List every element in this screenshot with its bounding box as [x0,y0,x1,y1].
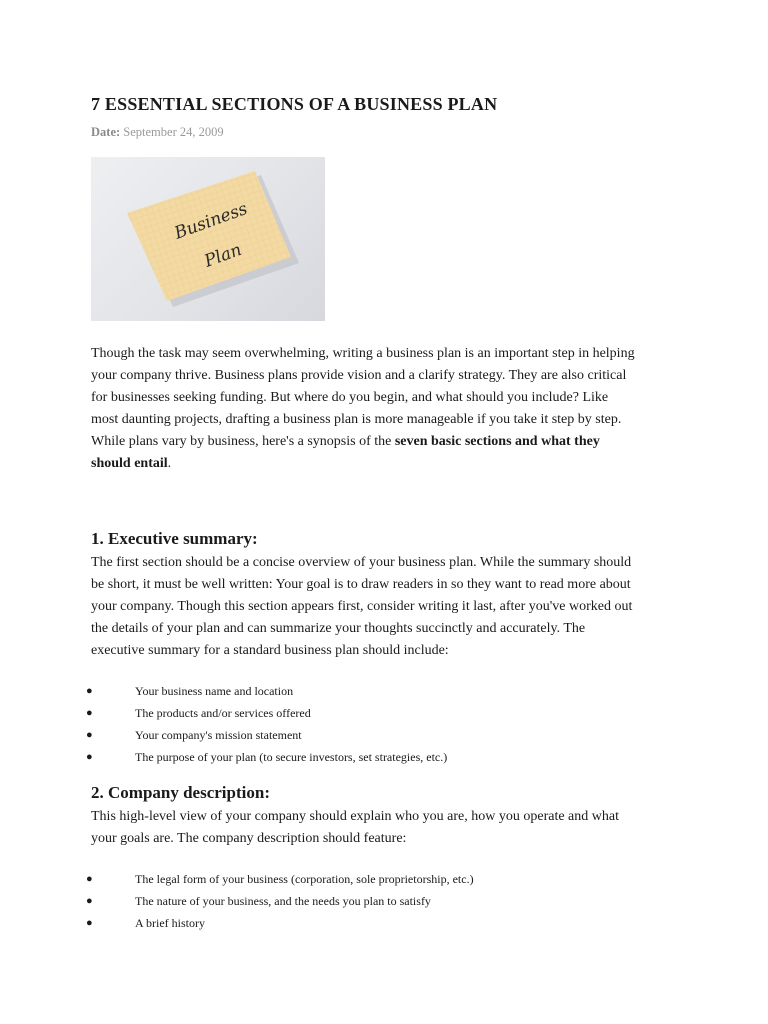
bullet-icon: ● [86,685,93,697]
list-item-text: A brief history [135,916,205,930]
list-item [86,868,474,890]
list-item-text: The products and/or services offered [135,706,311,720]
paragraph-line: This high-level view of your company should explain who you are, how you operate and what [91,809,619,824]
section-heading-company-description: 2. Company description: [91,783,270,802]
paragraph-line: The first section should be a concise overview of your business plan. While the summary should [91,555,632,570]
intro-line: for businesses seeking funding. But where do you begin, and what should you include? Like [91,390,609,405]
list-item [86,724,447,746]
paragraph-line: your goals are. The company description should feature: [91,831,407,846]
paragraph-line: the details of your plan and can summarize your thoughts succinctly and accurately. The [91,621,586,636]
sticky-note-illustration [91,157,325,321]
bullet-icon: ● [86,751,93,763]
intro-line [91,431,691,453]
bullet-icon: ● [86,917,93,929]
list-item [86,680,447,702]
date-label: Date: [91,125,121,139]
note-text-line2: Plan [201,239,245,272]
bullet-icon: ● [86,707,93,719]
company-description-paragraph [91,806,691,850]
list-item-text: The purpose of your plan (to secure investors, set strategies, etc.) [135,750,448,764]
intro-paragraph [91,343,691,475]
article-date [91,125,224,140]
article-title: 7 ESSENTIAL SECTIONS OF A BUSINESS PLAN [91,94,498,114]
section-heading-executive-summary: 1. Executive summary: [91,529,258,548]
paragraph-line: executive summary for a standard business plan should include: [91,643,449,658]
intro-line6-suffix: . [167,456,172,471]
list-item [86,890,474,912]
intro-line [91,453,691,475]
list-item-text: Your company's mission statement [135,728,302,742]
list-item [86,746,448,768]
date-value: September 24, 2009 [123,125,224,139]
executive-summary-list [86,680,448,768]
intro-line: your company thrive. Business plans provide vision and a clarify strategy. They are also critical [91,368,627,383]
business-plan-image [91,157,325,321]
list-item-text: The legal form of your business (corporation, sole proprietorship, etc.) [135,872,474,886]
list-item [86,912,474,934]
bullet-icon: ● [86,729,93,741]
bullet-icon: ● [86,895,93,907]
company-description-list [86,868,474,934]
intro-bold-text: seven basic sections and what they [394,434,600,449]
note-text-line1: Business [171,198,251,244]
executive-summary-paragraph [91,552,691,662]
intro-line: most daunting projects, drafting a business plan is more manageable if you take it step by step. [91,412,622,427]
intro-line: Though the task may seem overwhelming, writing a business plan is an important step in helping [91,346,635,361]
intro-line5-text: While plans vary by business, here's a synopsis of the [91,434,395,449]
paragraph-line: be short, it must be well written: Your goal is to draw readers in so they want to read more about [91,577,631,592]
bullet-icon: ● [86,873,93,885]
paragraph-line: your company. Though this section appears first, consider writing it last, after you've worked out [91,599,633,614]
list-item [86,702,447,724]
intro-bold-text: should entail [91,456,168,471]
list-item-text: The nature of your business, and the needs you plan to satisfy [135,894,431,908]
list-item-text: Your business name and location [135,684,294,698]
